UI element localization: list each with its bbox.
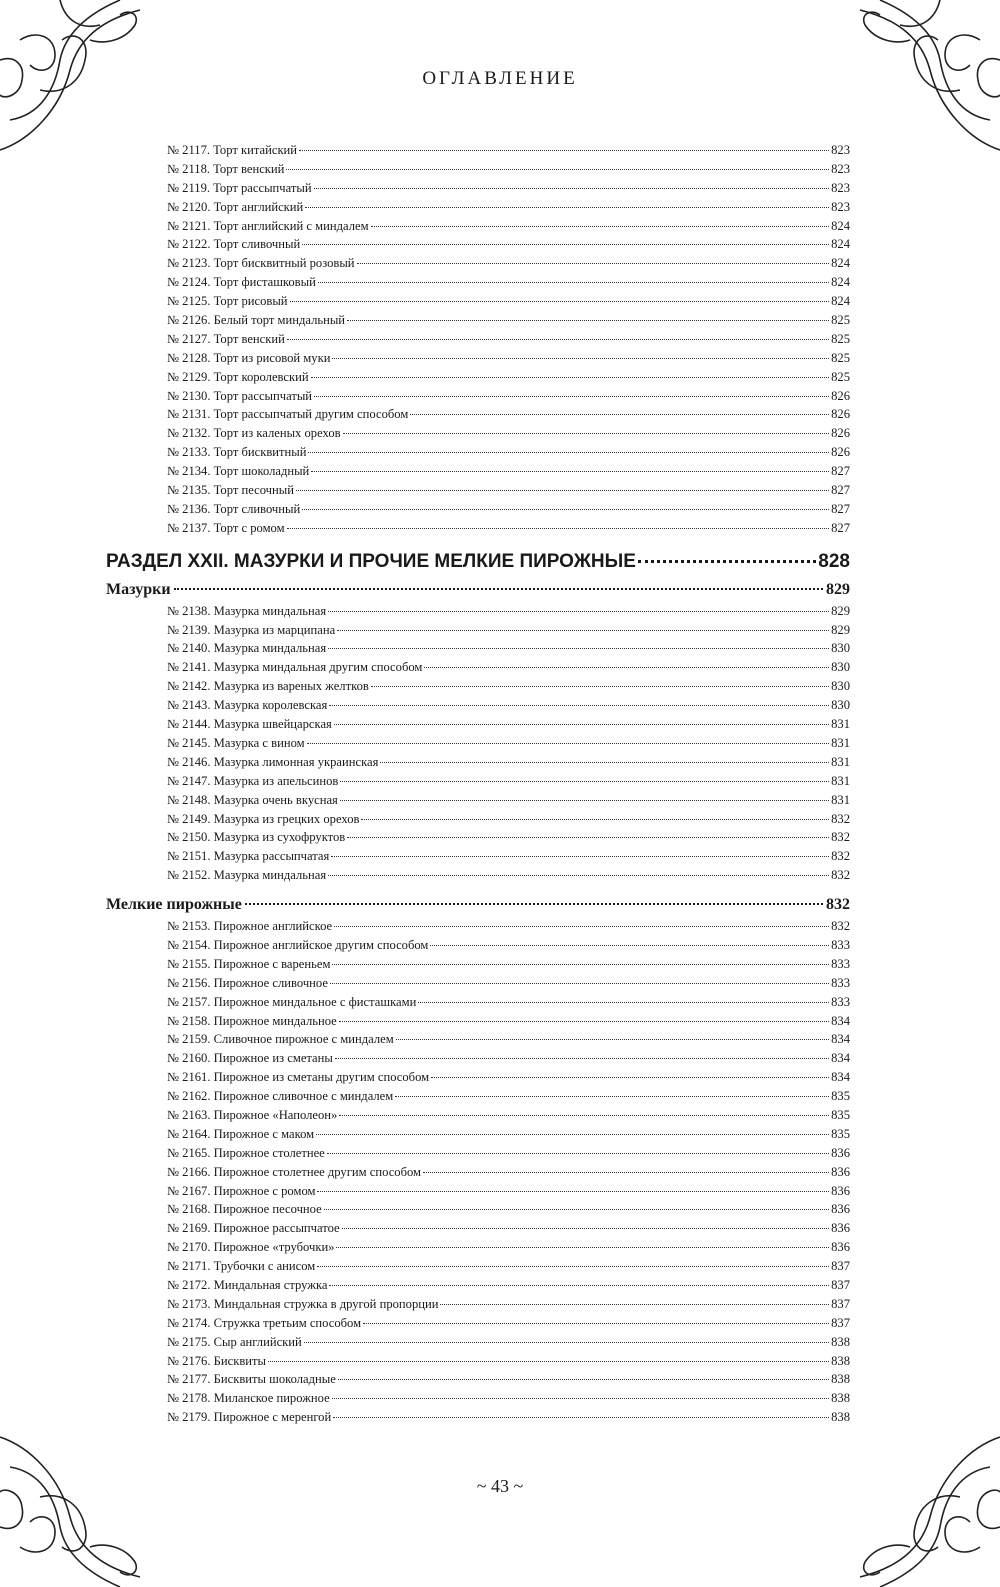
toc-entry-label: № 2162. Пирожное сливочное с миндалем	[167, 1089, 394, 1104]
toc-entry[interactable]	[167, 753, 850, 772]
toc-entry-label: № 2160. Пирожное из сметаны	[167, 1051, 333, 1066]
toc-entry-page: 833	[831, 937, 850, 952]
dot-leader	[347, 320, 829, 321]
toc-entry[interactable]	[167, 1012, 850, 1031]
toc-entry-page: 836	[831, 1221, 850, 1236]
toc-entry[interactable]	[167, 828, 850, 847]
dot-leader	[302, 509, 829, 510]
toc-entry-page: 838	[831, 1334, 850, 1349]
toc-entry[interactable]	[167, 387, 850, 406]
toc-entry-label: № 2153. Пирожное английское	[167, 919, 333, 934]
table-of-contents	[106, 141, 850, 1427]
toc-entry[interactable]	[167, 993, 850, 1012]
dot-leader	[638, 560, 816, 563]
toc-entry-label: № 2132. Торт из каленых орехов	[167, 426, 341, 441]
dot-leader	[431, 1077, 829, 1078]
toc-entry[interactable]	[167, 791, 850, 810]
toc-entry[interactable]	[167, 368, 850, 387]
toc-entry-page: 824	[831, 256, 850, 271]
toc-entry-page: 836	[831, 1164, 850, 1179]
toc-entry-page: 825	[831, 313, 850, 328]
toc-entry-label: № 2117. Торт китайский	[167, 143, 298, 157]
toc-entry-label: № 2170. Пирожное «трубочки»	[167, 1240, 335, 1255]
toc-entry[interactable]	[167, 639, 850, 658]
dot-leader	[296, 490, 829, 491]
toc-entry-label: № 2124. Торт фисташковый	[167, 275, 316, 290]
toc-entry-label: № 2121. Торт английский с миндалем	[167, 218, 369, 233]
toc-entry[interactable]	[167, 677, 850, 696]
dot-leader	[314, 188, 830, 189]
dot-leader	[339, 1115, 829, 1116]
toc-entry-label: № 2137. Торт с ромом	[167, 520, 285, 535]
corner-ornament-bottom-right-icon	[830, 1417, 1000, 1587]
toc-entry[interactable]	[167, 1030, 850, 1049]
dot-leader	[357, 263, 830, 264]
toc-entry[interactable]	[167, 936, 850, 955]
toc-group-mazurki	[106, 602, 850, 885]
dot-leader	[332, 964, 829, 965]
toc-entry-label: № 2150. Мазурка из сухофруктов	[167, 830, 346, 845]
toc-entry-page: 823	[831, 180, 850, 195]
toc-entry-label: № 2177. Бисквиты шоколадные	[167, 1372, 336, 1387]
toc-entry[interactable]	[167, 254, 850, 273]
toc-entry-label: № 2140. Мазурка миндальная	[167, 641, 327, 656]
toc-entry-page: 831	[831, 735, 850, 750]
toc-entry-label: № 2174. Стружка третьим способом	[167, 1315, 362, 1330]
toc-entry-label: № 2134. Торт шоколадный	[167, 464, 310, 479]
toc-entry-page: 837	[831, 1277, 850, 1292]
toc-entry-label: № 2172. Миндальная стружка	[167, 1277, 328, 1292]
toc-entry-page: 832	[831, 868, 850, 883]
dot-leader	[334, 926, 829, 927]
dot-leader	[340, 800, 829, 801]
dot-leader	[396, 1039, 829, 1040]
toc-entry-page: 823	[831, 161, 850, 176]
toc-entry[interactable]	[167, 1333, 850, 1352]
dot-leader	[332, 1398, 829, 1399]
toc-entry-page: 826	[831, 426, 850, 441]
dot-leader	[328, 611, 829, 612]
toc-entry-label: № 2161. Пирожное из сметаны другим способом	[167, 1070, 430, 1085]
toc-entry[interactable]	[167, 1087, 850, 1106]
toc-entry[interactable]	[167, 160, 850, 179]
dot-leader	[174, 588, 823, 590]
toc-entry-page: 835	[831, 1107, 850, 1122]
dot-leader	[342, 1228, 829, 1229]
toc-entry-label: № 2158. Пирожное миндальное	[167, 1013, 337, 1028]
dot-leader	[371, 686, 829, 687]
toc-entry[interactable]	[167, 1276, 850, 1295]
toc-entry-label: № 2151. Мазурка рассыпчатая	[167, 849, 330, 864]
toc-entry[interactable]	[167, 179, 850, 198]
toc-entry[interactable]	[167, 424, 850, 443]
dot-leader	[317, 1266, 829, 1267]
toc-entry[interactable]	[167, 1125, 850, 1144]
toc-entry[interactable]	[167, 443, 850, 462]
toc-entry-label: № 2126. Белый торт миндальный	[167, 313, 346, 328]
toc-entry-page: 830	[831, 641, 850, 656]
toc-entry-page: 827	[831, 520, 850, 535]
dot-leader	[418, 1002, 829, 1003]
toc-entry-label: № 2152. Мазурка миндальная	[167, 868, 327, 883]
toc-entry[interactable]	[167, 481, 850, 500]
toc-entry-label: № 2144. Мазурка швейцарская	[167, 717, 332, 732]
toc-entry[interactable]	[167, 621, 850, 640]
dot-leader	[331, 856, 829, 857]
toc-entry-page: 833	[831, 994, 850, 1009]
toc-entry-page: 832	[831, 849, 850, 864]
toc-entry-page: 826	[831, 407, 850, 422]
toc-entry-page: 824	[831, 218, 850, 233]
dot-leader	[410, 414, 829, 415]
toc-entry-page: 836	[831, 1183, 850, 1198]
toc-entry-page: 835	[831, 1126, 850, 1141]
dot-leader	[332, 358, 829, 359]
toc-entry[interactable]	[167, 810, 850, 829]
toc-entry[interactable]	[167, 273, 850, 292]
dot-leader	[340, 781, 829, 782]
dot-leader	[287, 528, 830, 529]
toc-entry-label: № 2155. Пирожное с вареньем	[167, 956, 331, 971]
toc-entry-page: 837	[831, 1296, 850, 1311]
toc-entry[interactable]	[167, 1144, 850, 1163]
page-title: ОГЛАВЛЕНИЕ	[422, 68, 578, 89]
dot-leader	[318, 282, 829, 283]
toc-entry-label: № 2178. Миланское пирожное	[167, 1391, 330, 1406]
toc-entry[interactable]	[167, 519, 850, 538]
section-heading[interactable]	[106, 548, 850, 578]
toc-entry-label: № 2127. Торт венский	[167, 331, 285, 346]
dot-leader	[317, 1191, 829, 1192]
toc-entry-label: № 2142. Мазурка из вареных желтков	[167, 679, 369, 694]
toc-entry-page: 838	[831, 1391, 850, 1406]
toc-entry-page: 829	[831, 603, 850, 618]
dot-leader	[339, 1021, 829, 1022]
toc-entry[interactable]	[167, 330, 850, 349]
dot-leader	[268, 1361, 829, 1362]
dot-leader	[305, 207, 829, 208]
toc-entry-page: 829	[831, 622, 850, 637]
dot-leader	[299, 150, 829, 151]
dot-leader	[329, 705, 829, 706]
toc-entry-label: № 2163. Пирожное «Наполеон»	[167, 1107, 338, 1122]
dot-leader	[328, 648, 829, 649]
toc-entry[interactable]	[167, 1068, 850, 1087]
toc-entry-label: № 2176. Бисквиты	[167, 1353, 266, 1368]
dot-leader	[324, 1209, 829, 1210]
toc-entry-label: № 2157. Пирожное миндальное с фисташками	[167, 994, 417, 1009]
toc-entry[interactable]	[167, 349, 850, 368]
toc-entry-label: № 2146. Мазурка лимонная украинская	[167, 754, 379, 769]
toc-entry[interactable]	[167, 235, 850, 254]
toc-entry-label: № 2122. Торт сливочный	[167, 237, 301, 252]
toc-entry[interactable]	[167, 696, 850, 715]
toc-entry-page: 823	[831, 143, 850, 157]
toc-entry-page: 824	[831, 294, 850, 309]
dot-leader	[328, 875, 829, 876]
toc-entry-label: № 2136. Торт сливочный	[167, 501, 301, 516]
toc-entry-label: № 2154. Пирожное английское другим способом	[167, 937, 429, 952]
toc-entry-page: 823	[831, 199, 850, 214]
toc-entry[interactable]	[167, 1314, 850, 1333]
toc-entry-label: № 2129. Торт королевский	[167, 369, 309, 384]
dot-leader	[337, 630, 829, 631]
dot-leader	[330, 983, 829, 984]
toc-entry-page: 835	[831, 1089, 850, 1104]
toc-entry[interactable]	[167, 866, 850, 885]
dot-leader	[424, 667, 829, 668]
toc-entry-page: 837	[831, 1259, 850, 1274]
toc-entry-page: 831	[831, 773, 850, 788]
dot-leader	[311, 471, 829, 472]
toc-entry[interactable]	[167, 1352, 850, 1371]
dot-leader	[380, 762, 829, 763]
toc-entry-page: 834	[831, 1051, 850, 1066]
toc-entry[interactable]	[167, 1408, 850, 1427]
dot-leader	[287, 339, 829, 340]
corner-ornament-bottom-left-icon	[0, 1417, 170, 1587]
toc-entry-label: № 2130. Торт рассыпчатый	[167, 388, 313, 403]
subheading-page: 832	[826, 896, 850, 914]
toc-entry[interactable]	[167, 1200, 850, 1219]
toc-entry-page: 827	[831, 501, 850, 516]
dot-leader	[336, 1247, 829, 1248]
toc-entry-page: 836	[831, 1240, 850, 1255]
toc-entry-label: № 2156. Пирожное сливочное	[167, 975, 328, 990]
toc-group-cakes	[106, 141, 850, 538]
toc-entry-label: № 2145. Мазурка с вином	[167, 735, 305, 750]
toc-entry-page: 838	[831, 1372, 850, 1387]
toc-entry[interactable]	[167, 1295, 850, 1314]
toc-entry-label: № 2164. Пирожное с маком	[167, 1126, 315, 1141]
toc-entry-label: № 2143. Мазурка королевская	[167, 698, 328, 713]
toc-entry-page: 830	[831, 698, 850, 713]
toc-entry-page: 833	[831, 975, 850, 990]
subheading-label: Мелкие пирожные	[106, 896, 242, 914]
toc-entry-label: № 2120. Торт английский	[167, 199, 304, 214]
toc-entry-page: 827	[831, 483, 850, 498]
toc-entry[interactable]	[167, 1370, 850, 1389]
subheading-mazurki[interactable]	[106, 578, 850, 602]
toc-entry-label: № 2171. Трубочки с анисом	[167, 1259, 316, 1274]
section-heading-page: 828	[818, 550, 850, 572]
toc-entry[interactable]	[167, 1163, 850, 1182]
toc-entry-label: № 2159. Сливочное пирожное с миндалем	[167, 1032, 394, 1047]
dot-leader	[371, 226, 830, 227]
dot-leader	[347, 837, 829, 838]
toc-entry-page: 836	[831, 1202, 850, 1217]
toc-entry[interactable]	[167, 311, 850, 330]
toc-entry-label: № 2179. Пирожное с меренгой	[167, 1410, 332, 1425]
toc-entry[interactable]	[167, 955, 850, 974]
section-heading-label: РАЗДЕЛ XXII. МАЗУРКИ И ПРОЧИЕ МЕЛКИЕ ПИРОЖНЫЕ	[106, 550, 636, 572]
toc-entry-label: № 2166. Пирожное столетнее другим способом	[167, 1164, 422, 1179]
toc-entry[interactable]	[167, 217, 850, 236]
toc-entry[interactable]	[167, 602, 850, 621]
toc-entry-page: 836	[831, 1145, 850, 1160]
toc-entry-page: 830	[831, 660, 850, 675]
dot-leader	[333, 1417, 829, 1418]
toc-entry-label: № 2165. Пирожное столетнее	[167, 1145, 325, 1160]
dot-leader	[314, 396, 829, 397]
dot-leader	[395, 1096, 829, 1097]
toc-entry-page: 831	[831, 792, 850, 807]
toc-entry[interactable]	[167, 500, 850, 519]
toc-entry-page: 838	[831, 1410, 850, 1425]
toc-entry-page: 831	[831, 754, 850, 769]
toc-entry[interactable]	[167, 1219, 850, 1238]
dot-leader	[290, 301, 830, 302]
dot-leader	[440, 1304, 829, 1305]
toc-entry-page: 825	[831, 350, 850, 365]
toc-entry[interactable]	[167, 292, 850, 311]
dot-leader	[316, 1134, 829, 1135]
dot-leader	[327, 1153, 829, 1154]
toc-entry-label: № 2175. Сыр английский	[167, 1334, 302, 1349]
toc-entry-page: 834	[831, 1070, 850, 1085]
toc-entry[interactable]	[167, 1049, 850, 1068]
toc-entry[interactable]	[167, 772, 850, 791]
toc-entry-page: 824	[831, 237, 850, 252]
dot-leader	[329, 1285, 829, 1286]
dot-leader	[338, 1379, 829, 1380]
toc-entry-page: 830	[831, 679, 850, 694]
toc-entry-label: № 2149. Мазурка из грецких орехов	[167, 811, 360, 826]
toc-entry-page: 833	[831, 956, 850, 971]
toc-entry[interactable]	[167, 198, 850, 217]
toc-entry-label: № 2135. Торт песочный	[167, 483, 294, 498]
dot-leader	[302, 244, 829, 245]
toc-entry[interactable]	[167, 462, 850, 481]
toc-entry-page: 838	[831, 1353, 850, 1368]
toc-entry-page: 827	[831, 464, 850, 479]
dot-leader	[311, 377, 829, 378]
toc-entry-label: № 2141. Мазурка миндальная другим способом	[167, 660, 423, 675]
toc-entry[interactable]	[167, 141, 850, 160]
subheading-small-pastries[interactable]	[106, 893, 850, 917]
toc-entry[interactable]	[167, 1389, 850, 1408]
toc-entry-page: 824	[831, 275, 850, 290]
toc-entry-label: № 2125. Торт рисовый	[167, 294, 288, 309]
dot-leader	[343, 433, 830, 434]
toc-entry-label: № 2118. Торт венский	[167, 161, 285, 176]
toc-entry-label: № 2119. Торт рассыпчатый	[167, 180, 312, 195]
toc-entry[interactable]	[167, 1238, 850, 1257]
toc-entry-page: 837	[831, 1315, 850, 1330]
toc-entry-label: № 2139. Мазурка из марципана	[167, 622, 336, 637]
dot-leader	[286, 169, 829, 170]
toc-entry-label: № 2169. Пирожное рассыпчатое	[167, 1221, 340, 1236]
toc-entry-label: № 2131. Торт рассыпчатый другим способом	[167, 407, 409, 422]
dot-leader	[430, 945, 829, 946]
toc-entry-page: 832	[831, 830, 850, 845]
toc-entry-label: № 2148. Мазурка очень вкусная	[167, 792, 338, 807]
toc-entry-label: № 2168. Пирожное песочное	[167, 1202, 322, 1217]
page-number: ~ 43 ~	[476, 1476, 524, 1496]
toc-entry-label: № 2138. Мазурка миндальная	[167, 603, 327, 618]
dot-leader	[335, 1058, 829, 1059]
toc-entry[interactable]	[167, 847, 850, 866]
toc-entry-page: 834	[831, 1032, 850, 1047]
toc-entry[interactable]	[167, 1182, 850, 1201]
subheading-page: 829	[826, 580, 850, 598]
toc-entry-page: 826	[831, 445, 850, 460]
toc-entry[interactable]	[167, 734, 850, 753]
toc-entry-page: 825	[831, 331, 850, 346]
toc-entry-label: № 2147. Мазурка из апельсинов	[167, 773, 339, 788]
dot-leader	[308, 452, 829, 453]
dot-leader	[304, 1342, 829, 1343]
toc-entry-page: 825	[831, 369, 850, 384]
toc-entry[interactable]	[167, 1106, 850, 1125]
dot-leader	[334, 724, 829, 725]
toc-entry-label: № 2133. Торт бисквитный	[167, 445, 307, 460]
toc-entry-label: № 2167. Пирожное с ромом	[167, 1183, 316, 1198]
toc-entry[interactable]	[167, 715, 850, 734]
toc-entry-page: 826	[831, 388, 850, 403]
toc-entry[interactable]	[167, 658, 850, 677]
subheading-label: Мазурки	[106, 580, 171, 598]
toc-entry[interactable]	[167, 917, 850, 936]
toc-entry-label: № 2123. Торт бисквитный розовый	[167, 256, 355, 271]
toc-entry-page: 832	[831, 811, 850, 826]
toc-entry-page: 834	[831, 1013, 850, 1028]
toc-group-small-pastries	[106, 917, 850, 1427]
dot-leader	[363, 1323, 829, 1324]
toc-entry-page: 831	[831, 717, 850, 732]
toc-entry[interactable]	[167, 1257, 850, 1276]
toc-entry[interactable]	[167, 405, 850, 424]
dot-leader	[423, 1172, 829, 1173]
toc-entry[interactable]	[167, 974, 850, 993]
dot-leader	[307, 743, 830, 744]
toc-entry-page: 832	[831, 919, 850, 934]
toc-entry-label: № 2128. Торт из рисовой муки	[167, 350, 331, 365]
toc-entry-label: № 2173. Миндальная стружка в другой пропорции	[167, 1296, 439, 1311]
dot-leader	[361, 819, 829, 820]
dot-leader	[245, 903, 823, 905]
